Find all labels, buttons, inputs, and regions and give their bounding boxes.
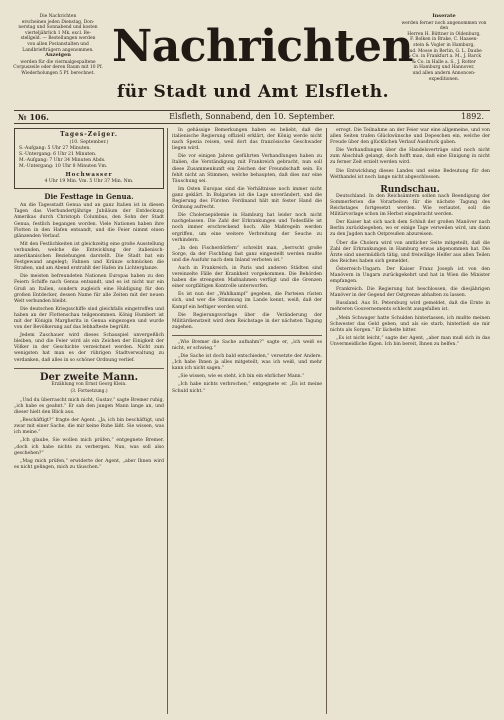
paragraph: Österreich-Ungarn. Der Kaiser Franz Joseph ist von den Manövern in Ungarn zurückgekehrt und hat in Wien die Minister empfangen. bbox=[330, 266, 490, 285]
tageszeiger-row: M.-Untergang: 10 Uhr 8 Minuten Vm. bbox=[19, 164, 108, 170]
newspaper-title: Nachrichten bbox=[112, 21, 413, 72]
story-title: Der zweite Mann. bbox=[39, 371, 139, 383]
rundschau-heading: Rundschau. bbox=[380, 184, 440, 195]
paragraph: Die vor einigen Jahren geführten Verhandlungen haben zu Italien, die Verständigung mit Frankreich gebracht, nun soll diese Zusammenkunft ein Zeichen der Freundschaft sein. Es fehlt nicht an Stimmen, welche behaupten, daß dies nur eine Täuschung sei. bbox=[172, 154, 322, 184]
ads-line: Wiederholungen 5 Pf. berechnet. bbox=[21, 70, 95, 76]
inserate-line: und allen andern Annoncen- bbox=[412, 70, 476, 76]
inserate-line: stein & Vogler in Hamburg, bbox=[413, 42, 475, 48]
paragraph: „Sie wissen, wie es steht, ich bin ein ehrlicher Mann.“ bbox=[178, 374, 305, 380]
inserate-line: expeditionen. bbox=[428, 76, 460, 82]
subscription-note bbox=[12, 14, 104, 77]
newspaper-subtitle: für Stadt und Amt Elsfleth. bbox=[116, 82, 390, 102]
paragraph: Mit den Festlichkeiten ist gleichzeitig eine große Ausstellung verbunden, welche die Entwicklung der italienisch-amerikanischen Beziehungen darstellt. Die Stadt hat ein Festgewand angelegt; Fahnen und Kränze schmücken die Straßen, und am Abend erstrahlt der Hafen im Lichterglanze. bbox=[14, 241, 164, 272]
subscription-line: Die Nachrichten bbox=[39, 14, 77, 19]
inserate-heading: Inserate bbox=[432, 13, 456, 19]
issue-number: № 106. bbox=[18, 112, 49, 122]
paragraph: „In den Fischerdörfern“ schreibt man, „herrscht große Sorge, da der Fischfang fast ganz eingestellt werden mußte und die Ausfuhr nach dem Inland verboten ist.“ bbox=[172, 245, 322, 263]
tageszeiger-heading: Tages-Zeiger. bbox=[60, 131, 118, 138]
ads-line: werden für die viermalgespaltene bbox=[20, 59, 96, 65]
tageszeiger-row: S.-Aufgang: 5 Uhr 27 Minuten. bbox=[19, 146, 91, 152]
paragraph: „Die Sache ist doch bald entschieden,“ versetzte der Andere. „Ich habe Ihnen ja alles mitgeteilt, was ich weiß, und mehr kann ich nicht sagen.“ bbox=[172, 354, 322, 372]
hochwasser-heading: Hochwasser bbox=[65, 172, 113, 179]
column-1 bbox=[14, 128, 164, 473]
paragraph: „Mag mich prüfen,“ erwiderte der Agent, „aber Ihnen wird es nicht gelingen, mich zu täuschen.“ bbox=[14, 458, 164, 470]
paragraph: Der Kaiser hat sich nach dem Schluß der großen Manöver nach Berlin zurückbegeben, wo er einige Tage verweilen wird, um dann zu den Jagden nach Ostpreußen abzureisen. bbox=[330, 220, 490, 238]
story-body bbox=[14, 398, 164, 471]
subscription-line: vierteljährlich 1 Mk. excl. Be- bbox=[25, 30, 91, 36]
inserate-line: F. Bolken in Brake, C. Haasen- bbox=[410, 37, 478, 43]
paragraph: „Ich habe nichts verbrochen,“ entgegnete er. „Es ist meine Schuld nicht.“ bbox=[172, 382, 322, 394]
article-heading-genua: Die Festtage in Genua. bbox=[44, 192, 134, 202]
tageszeiger-row: M.-Aufgang: 7 Uhr 34 Minuten Abds. bbox=[19, 158, 106, 164]
tageszeiger-rows bbox=[19, 146, 159, 170]
ads-lines bbox=[12, 60, 104, 77]
subscription-lines bbox=[12, 14, 104, 53]
subscription-line: erscheinen jeden Dienstag, Don- bbox=[21, 19, 95, 25]
tageszeiger-date: (10. September.) bbox=[69, 140, 109, 146]
tageszeiger-row: S.-Untergang: 6 Uhr 21 Minuten. bbox=[19, 152, 97, 158]
ads-heading: Anzeigen bbox=[45, 52, 71, 59]
paragraph: Es ist nun der „Wahlkampf“ gegeben, die Parteien rüsten sich, und wer die Stimmung im Lande kennt, weiß, daß der Kampf ein heftiger werden wird. bbox=[172, 292, 322, 310]
subscription-line: stellgeld. — Bestellungen werden bbox=[20, 36, 96, 42]
issue-bar bbox=[14, 110, 490, 124]
rundschau-body bbox=[330, 194, 490, 348]
story-installment: (3. Fortsetzung.) bbox=[70, 388, 108, 394]
paragraph: Im Osten Europas sind die Verhältnisse noch immer nicht ganz geklärt. In Bulgarien ist die Lage unverändert, und die Regierung des Fürsten Ferdinand hält mit fester Hand die Ordnung aufrecht. bbox=[172, 186, 322, 211]
paragraph: Die Regierungsvorlage über die Veränderung der Militärdienstzeit wird dem Reichstage in der nächsten Tagung zugehen. bbox=[172, 312, 322, 330]
paragraph: Deutschland. In den Reichsämtern sollen nach Beendigung der Sommerferien die Vorarbeiten für die nächste Tagung des Reichstages fortgesetzt werden. Wie verlautet, soll die Militärvorlage schon im Herbst eingebracht werden. bbox=[330, 193, 490, 218]
inserate-line: Herren H. Büttner in Oldenburg, bbox=[407, 31, 481, 37]
paragraph: „Es ist nicht leicht,“ sagte der Agent, „aber man muß sich in das Unvermeidliche fügen. Ich bin bereit, Ihnen zu helfen.“ bbox=[330, 335, 490, 347]
column-rule bbox=[326, 128, 327, 714]
paragraph: Jedem Zuschauer wird dieses Schauspiel unvergeßlich bleiben, und die Feier wird als ein Zeichen der Einigkeit der Völker in der Geschichte verzeichnet werden. Nicht zum wenigsten hat man es der rührigen Stadtverwaltung zu verdanken, daß alles in so schöner Ordnung verlief. bbox=[14, 333, 164, 363]
column-2-story-continuation bbox=[172, 340, 322, 395]
inserate-line: in Hamburg und Hannover, bbox=[413, 65, 475, 71]
tageszeiger-box bbox=[14, 128, 164, 189]
subscription-line: nerstag und Sonnabend und kosten bbox=[18, 25, 98, 31]
ads-line: Corpuszeile oder deren Raum mit 10 Pf. bbox=[13, 65, 103, 71]
column-3 bbox=[330, 128, 490, 350]
paragraph: Auch in Frankreich, in Paris und anderen Städten sind vereinzelte Fälle der Krankheit vorgekommen. Die Behörden haben die strengsten Maßnahmen verfügt und die Grenzen einer sorgfältigen Kontrolle unterworfen. bbox=[172, 265, 322, 290]
section-divider bbox=[14, 368, 164, 369]
paragraph: Die deutschen Kriegsschiffe sind gleichfalls eingetroffen und haben an der Flottenschau teilgenommen. König Humbert ist mit der Königin Margherita in Genua eingezogen und wurde von der Bevölkerung auf das lebhafteste begrüßt. bbox=[14, 306, 164, 331]
paragraph: „Mein Schwager hatte Schulden hinterlassen, ich mußte meinen Schwester das Geld geben, und als sie starb, hinterließ sie mir nichts als Sorgen.“ Er lächelte bitter. bbox=[330, 315, 490, 333]
inserate-line: werden ferner noch angenommen von den bbox=[401, 20, 487, 32]
paragraph: Die Entwicklung dieses Landes und seine Bedeutung für den Welthandel ist noch lange nicht abgeschlossen. bbox=[330, 168, 490, 180]
inserate-note bbox=[398, 14, 490, 82]
paragraph: „Und du überrascht mich nicht, Gustav,“ sagte Bremer ruhig, „ich habe es geahnt.“ Er sah den jungen Mann lange an, und dieser hielt den Blick aus. bbox=[14, 397, 164, 416]
column-3-body bbox=[330, 128, 490, 181]
paragraph: „Beschäftigt?“ fragte der Agent. „Ja, ich bin beschäftigt, und zwar mit einer Sache, die mir keine Ruhe läßt. Sie wissen, was ich meine.“ bbox=[14, 418, 164, 436]
section-divider bbox=[172, 335, 322, 336]
story-byline: Erzählung von Ernst Georg Klein. bbox=[51, 381, 127, 387]
inserate-line: & Co. in Halle a. S., J. Rotter bbox=[412, 59, 476, 65]
paragraph: An die Tagesstadt Genua und an ganz Italien ist in diesen Tagen das Vierhundertjährige Jubiläum der Entdeckung Amerikas durch Christoph Columbus, den Sohn der Stadt Genua, festlich begangen worden. Viele Nationen haben ihre Flotten in den Hafen entsandt, und die Feier nimmt einen glänzenden Verlauf. bbox=[14, 203, 164, 239]
paragraph: Russland. Aus St. Petersburg wird gemeldet, daß die Ernte in mehreren Gouvernements schlecht ausgefallen ist. bbox=[330, 301, 490, 313]
paragraph: Die Verhandlungen über die Handelsverträge sind noch nicht zum Abschluß gelangt, doch hofft man, daß eine Einigung in nicht zu ferner Zeit erzielt werden wird. bbox=[330, 148, 490, 166]
issue-year: 1892. bbox=[461, 112, 484, 121]
paragraph: „Wie Bremer die Sache aufnahm?“ sagte er, „ich weiß es nicht, er schwieg.“ bbox=[172, 339, 322, 351]
paragraph: erregt. Die Teilnahme an der Feier war eine allgemeine, und von allen Seiten trafen Glückwünsche und Depeschen ein, welche der Freude über den glücklichen Verlauf Ausdruck gaben. bbox=[330, 128, 490, 146]
paragraph: „Ich glaube, Sie wollen mich prüfen,“ entgegnete Bremer, „doch ich habe nichts zu verbergen. Nun, was soll also geschehen?“ bbox=[14, 438, 164, 456]
subscription-line: Landbriefträgern angenommen. bbox=[22, 47, 94, 53]
paragraph: In gehässige Bemerkungen haben es beliebt, daß die italienische Regierung offiziell erklärt, der König werde nicht nach Spezia reisen, weil dort das französische Geschwader liegen wird. bbox=[172, 128, 322, 152]
paragraph: Über die Cholera wird von amtlicher Seite mitgeteilt, daß die Zahl der Erkrankungen in Hamburg etwas abgenommen hat. Die Ärzte sind unermüdlich tätig, und freiwillige Helfer aus allen Teilen des Reiches haben sich gemeldet. bbox=[330, 240, 490, 264]
column-rule bbox=[167, 128, 168, 714]
hochwasser-row: 4 Uhr 19 Min. Vm. 5 Uhr 37 Min. Nm. bbox=[44, 179, 134, 185]
article-body-genua bbox=[14, 203, 164, 363]
column-2-body bbox=[172, 128, 322, 331]
paragraph: Die meisten befreundeten Nationen Europas haben zu den Feiern Schiffe nach Genua entsandt, und es ist nicht nur ein Gruß an Italien, sondern zugleich eine Huldigung für den großen Entdecker, dessen Name für alle Zeiten mit der neuen Welt verbunden bleibt. bbox=[14, 274, 164, 304]
paragraph: Die Choleraepidemie in Hamburg hat leider noch nicht nachgelassen. Die Zahl der Erkrankungen und Todesfälle ist noch immer erschreckend hoch. Alle Maßregeln werden ergriffen, um eine weitere Verbreitung der Seuche zu verhindern. bbox=[172, 213, 322, 243]
issue-place-date: Elsfleth, Sonnabend, den 10. September. bbox=[169, 112, 335, 121]
subscription-line: von allen Postanstalten und bbox=[27, 41, 89, 47]
paragraph: Frankreich. Die Regierung hat beschlossen, die diesjährigen Manöver in der Gegend der Ostgrenze abhalten zu lassen. bbox=[330, 287, 490, 299]
column-2 bbox=[172, 128, 322, 397]
inserate-line: & Co. in Frankfurt a. M., J. Barck bbox=[407, 54, 481, 60]
inserate-lines bbox=[398, 21, 490, 83]
inserate-line: Rud. Mosse in Berlin, G. L. Daube bbox=[406, 48, 482, 54]
